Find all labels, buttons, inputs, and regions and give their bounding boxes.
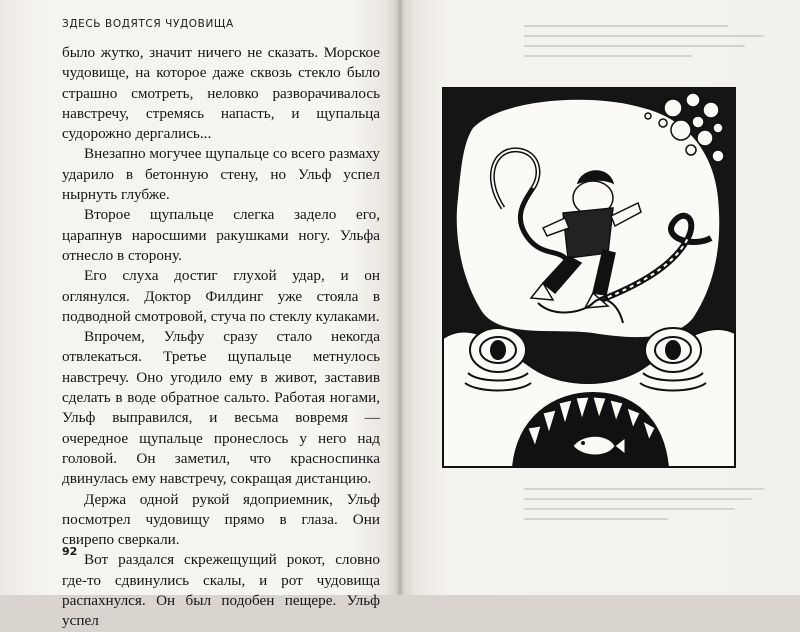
sea-monster-illustration	[443, 88, 735, 467]
left-page	[0, 0, 398, 630]
paragraph: Его слуха достиг глухой удар, и он оглянулся. Доктор Филдинг уже стояла в подводной смотровой, стуча по стеклу кулаками.	[62, 267, 380, 325]
serpent-tentacle	[492, 150, 568, 263]
show-through-text-bottom	[524, 488, 764, 528]
body-text	[62, 43, 380, 632]
page-number: 92	[62, 545, 78, 558]
paragraph: Впрочем, Ульфу сразу стало некогда отвлекаться. Третье щупальце метнулось навстречу. Оно угодило ему в живот, заставив сделать в воде обратное сальто. Работая ногами, Ульф выправился, и весьма вовремя — очередное щупальце пронеслось у него над головой. Он заметил, что красноспинка двинулась ему навстречу, сокращая дистанцию.	[62, 328, 380, 488]
paragraph: было жутко, значит ничего не сказать. Морское чудовище, на которое даже сквозь стекло было страшно смотреть, неловко разворачивалось навстречу, стремясь напасть, и щупальца судорожно дергались...	[62, 44, 380, 143]
paragraph: Второе щупальце слегка задело его, царапнув наросшими ракушками ногу. Ульфа отнесло в сторону.	[62, 206, 380, 264]
paragraph: Держа одной рукой ядоприемник, Ульф посмотрел чудовищу прямо в глаза. Они свирепо сверкали.	[62, 490, 380, 549]
show-through-text-top	[524, 25, 764, 65]
paragraph: Внезапно могучее щупальце со всего размаху ударило в бетонную стену, но Ульф успел нырнуть глубже.	[62, 145, 380, 204]
illustration	[442, 87, 736, 468]
gutter-shadow	[386, 0, 414, 595]
hose	[538, 299, 623, 323]
right-page	[414, 0, 800, 595]
paragraph: Вот раздался скрежещущий рокот, словно где-то сдвинулись скалы, и рот чудовища распахнулся. Он был подобен пещере. Ульф успел	[62, 551, 380, 630]
running-head: ЗДЕСЬ ВОДЯТСЯ ЧУДОВИЩА	[62, 18, 234, 30]
